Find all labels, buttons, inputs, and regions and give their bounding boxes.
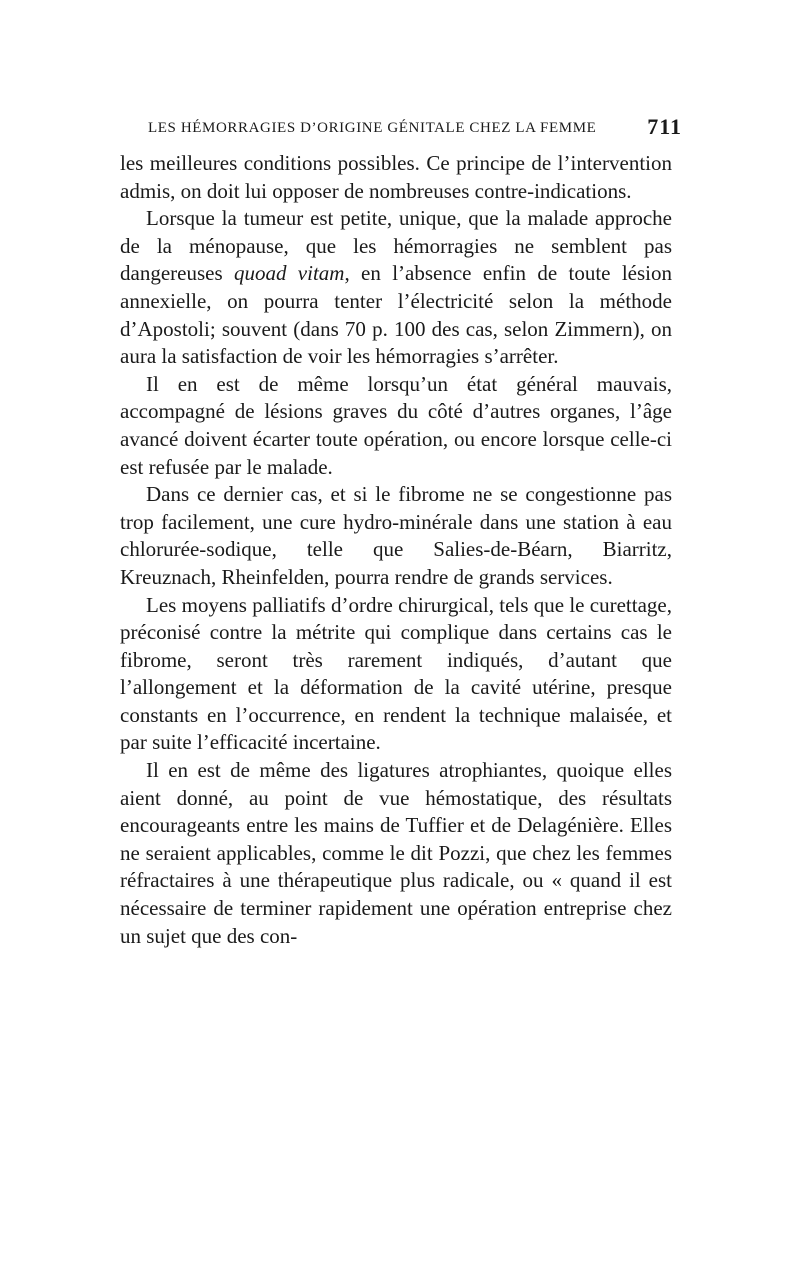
page-number: 711 (647, 114, 682, 139)
paragraph-text: Dans ce dernier cas, et si le fibrome ne se congestionne pas trop facilement, une cure hydro-minérale dans une station à eau chlorurée-sodique, telle que Salies-de-Béarn, Biarritz, Kreuznach, Rheinfelden, pourra rendre de grands services. (120, 482, 672, 589)
running-title: LES HÉMORRAGIES D’ORIGINE GÉNITALE CHEZ LA FEMME (148, 120, 597, 136)
paragraph-text: Il en est de même lorsqu’un état général mauvais, accompagné de lésions graves du côté d’autres organes, l’âge avancé doivent écarter toute opération, ou encore lorsque celle-ci est refusée par le malade. (120, 371, 672, 479)
body-text (120, 150, 672, 950)
latin-phrase: quoad vitam (233, 261, 345, 286)
paragraph (120, 757, 672, 950)
paragraph (120, 205, 672, 371)
paragraph (120, 481, 672, 591)
paragraph-text: Lorsque la tumeur est petite, unique, que la malade approche de la ménopause, que les hémorragies ne semblent pas dangereuses (120, 206, 672, 286)
paragraph-text: Il en est de même des ligatures atrophiantes, quoique elles aient donné, au point de vue hémostatique, des résultats encourageants entre les mains de Tuffier et de Delagénière. Elles ne seraient applicables, comme le dit Pozzi, que chez les femmes réfractaires à une thérapeutique plus radicale, ou « quand il est nécessaire de terminer rapidement une opération entreprise chez un sujet que des con- (120, 758, 672, 948)
paragraph (120, 150, 672, 205)
paragraph (120, 371, 672, 481)
running-head (148, 114, 682, 144)
paragraph-text: , en l’absence enfin de toute lésion annexielle, on pourra tenter l’électricité selon la méthode d’Apostoli; souvent (dans 70 p. 100 des cas, selon Zimmern), on aura la satisfaction de voir les hémorragies s’arrêter. (120, 261, 672, 369)
paragraph-text: les meilleures conditions possibles. Ce principe de l’intervention admis, on doit lui opposer de nombreuses contre-indications. (120, 151, 672, 203)
paragraph (120, 592, 672, 758)
paragraph-text: Les moyens palliatifs d’ordre chirurgical, tels que le curettage, préconisé contre la métrite qui complique dans certains cas le fibrome, seront très rarement indiqués, d’autant que l’allongement et la déformation de la cavité utérine, presque constants en l’occurrence, en rendent la technique malaisée, et par suite l’efficacité incertaine. (120, 592, 672, 755)
